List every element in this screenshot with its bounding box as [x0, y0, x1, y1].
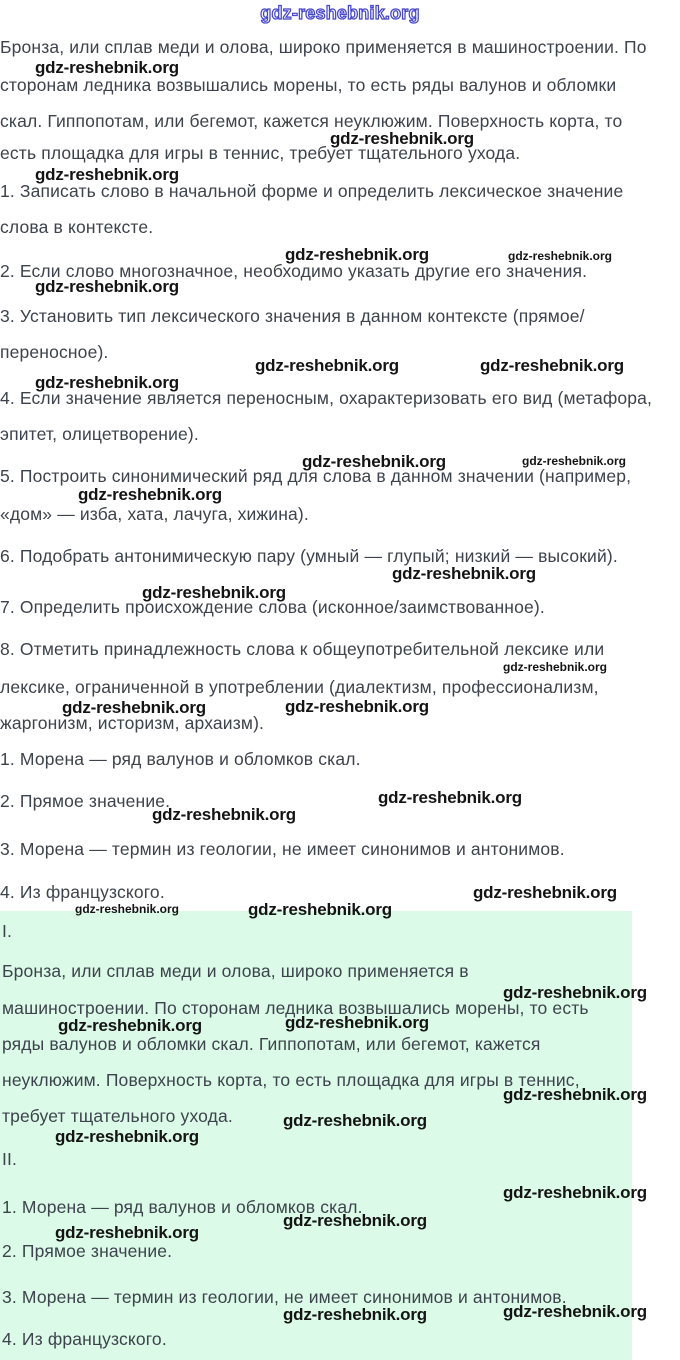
text-line: машиностроении. По сторонам ледника возвышались морены, то есть	[2, 998, 589, 1018]
site-watermark: gdz-reshebnik.org	[142, 583, 286, 602]
site-watermark: gdz-reshebnik.org	[55, 1223, 199, 1242]
site-watermark: gdz-reshebnik.org	[283, 1211, 427, 1230]
plan-item-line: 8. Отметить принадлежность слова к общеупотребительной лексике или	[0, 639, 605, 659]
text-line: есть площадка для игры в теннис, требует тщательного ухода.	[0, 143, 521, 163]
text-line: ряды валунов и обломки скал. Гиппопотам, или бегемот, кажется	[2, 1034, 541, 1054]
site-watermark: gdz-reshebnik.org	[285, 697, 429, 716]
plan-item-line: 1. Записать слово в начальной форме и определить лексическое значение	[0, 181, 624, 201]
site-watermark: gdz-reshebnik.org	[152, 805, 296, 824]
site-watermark: gdz-reshebnik.org	[503, 983, 647, 1002]
plan-item-line: лексике, ограниченной в употреблении (диалектизм, профессионализм,	[0, 677, 599, 697]
plan-item-line: 7. Определить происхождение слова (исконное/заимствованное).	[0, 597, 545, 617]
plan-item-line: 4. Если значение является переносным, охарактеризовать его вид (метафора,	[0, 388, 653, 408]
site-watermark: gdz-reshebnik.org	[503, 1085, 647, 1104]
site-watermark: gdz-reshebnik.org	[480, 356, 624, 375]
answer-line: 4. Из французского.	[0, 882, 165, 902]
site-watermark: gdz-reshebnik.org	[35, 277, 179, 296]
site-watermark: gdz-reshebnik.org	[503, 1183, 647, 1202]
plan-item-line: эпитет, олицетворение).	[0, 424, 199, 444]
text-line: требует тщательного ухода.	[2, 1106, 233, 1126]
site-watermark: gdz-reshebnik.org	[78, 485, 222, 504]
site-watermark: gdz-reshebnik.org	[62, 698, 206, 717]
plan-item-line: переносное).	[0, 342, 109, 362]
site-watermark: gdz-reshebnik.org	[378, 788, 522, 807]
site-watermark: gdz-reshebnik.org	[285, 245, 429, 264]
plan-item-line: жаргонизм, историзм, архаизм).	[0, 713, 265, 733]
answer-line: 1. Морена — ряд валунов и обломков скал.	[2, 1197, 363, 1217]
answer-line: 3. Морена — термин из геологии, не имеет синонимов и антонимов.	[2, 1287, 567, 1307]
answer-line: 3. Морена — термин из геологии, не имеет синонимов и антонимов.	[0, 839, 565, 859]
site-watermark: gdz-reshebnik.org	[302, 452, 446, 471]
text-line: неуклюжим. Поверхность корта, то есть площадка для игры в теннис,	[2, 1070, 580, 1090]
site-watermark: gdz-reshebnik.org	[473, 883, 617, 902]
answer-line: 4. Из французского.	[2, 1329, 167, 1349]
plan-item-line: 5. Построить синонимический ряд для слова в данном значении (например,	[0, 466, 632, 486]
plan-item-line: слова в контексте.	[0, 217, 154, 237]
site-watermark: gdz-reshebnik.org	[522, 454, 627, 468]
site-watermark: gdz-reshebnik.org	[248, 900, 392, 919]
answer-line: 2. Прямое значение.	[0, 791, 171, 811]
plan-item-line: 3. Установить тип лексического значения в данном контексте (прямое/	[0, 306, 585, 326]
site-watermark: gdz-reshebnik.org	[35, 58, 179, 77]
site-watermark: gdz-reshebnik.org	[35, 165, 179, 184]
site-watermark: gdz-reshebnik.org	[75, 902, 180, 916]
site-watermark: gdz-reshebnik.org	[503, 660, 608, 674]
text-line: скал. Гиппопотам, или бегемот, кажется неуклюжим. Поверхность корта, то	[0, 111, 623, 131]
text-line: сторонам ледника возвышались морены, то есть ряды валунов и обломки	[0, 75, 617, 95]
site-watermark: gdz-reshebnik.org	[283, 1305, 427, 1324]
site-watermark: gdz-reshebnik.org	[35, 373, 179, 392]
plan-item-line: 6. Подобрать антонимическую пару (умный — глупый; низкий — высокий).	[0, 546, 618, 566]
site-watermark-header: gdz-reshebnik.org	[260, 3, 420, 23]
section-label: II.	[2, 1149, 18, 1169]
site-watermark: gdz-reshebnik.org	[508, 249, 613, 263]
text-line: Бронза, или сплав меди и олова, широко применяется в машиностроении. По	[0, 37, 647, 57]
answer-line: 1. Морена — ряд валунов и обломков скал.	[0, 749, 361, 769]
site-watermark: gdz-reshebnik.org	[503, 1302, 647, 1321]
site-watermark: gdz-reshebnik.org	[283, 1111, 427, 1130]
site-watermark: gdz-reshebnik.org	[392, 564, 536, 583]
site-watermark: gdz-reshebnik.org	[58, 1016, 202, 1035]
answer-line: 2. Прямое значение.	[2, 1241, 173, 1261]
section-label: I.	[2, 921, 13, 941]
site-watermark: gdz-reshebnik.org	[285, 1013, 429, 1032]
site-watermark: gdz-reshebnik.org	[255, 356, 399, 375]
plan-item-line: «дом» — изба, хата, лачуга, хижина).	[0, 504, 309, 524]
text-line: Бронза, или сплав меди и олова, широко применяется в	[2, 961, 469, 981]
site-watermark: gdz-reshebnik.org	[55, 1127, 199, 1146]
plan-item-line: 2. Если слово многозначное, необходимо указать другие его значения.	[0, 261, 588, 281]
site-watermark: gdz-reshebnik.org	[330, 129, 474, 148]
